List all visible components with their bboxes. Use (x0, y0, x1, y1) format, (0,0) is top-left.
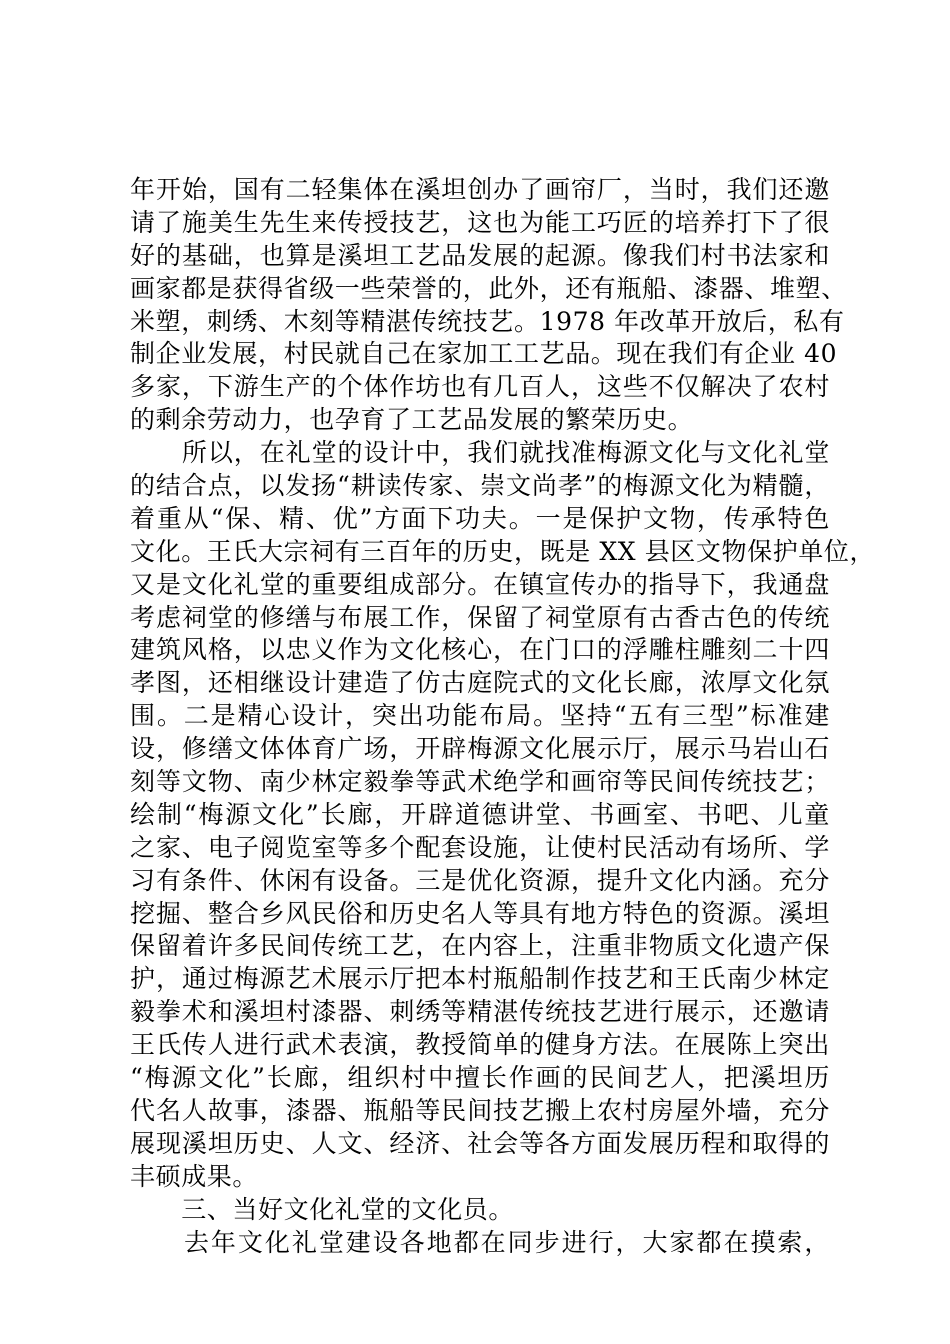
text-line: 米塑，刺绣、木刻等精湛传统技艺。1978 年改革开放后，私有 (130, 306, 845, 336)
text-line: 保留着许多民间传统工艺，在内容上，注重非物质文化遗产保 (130, 931, 830, 961)
text-line: 孝图，还相继设计建造了仿古庭院式的文化长廊，浓厚文化氛 (130, 668, 830, 698)
text-line: 围。二是精心设计，突出功能布局。坚持“五有三型”标准建 (130, 701, 830, 731)
text-line: 设，修缮文体体育广场，开辟梅源文化展示厅，展示马岩山石 (130, 734, 830, 764)
text-line: 着重从“保、精、优”方面下功夫。一是保护文物，传承特色 (130, 503, 830, 533)
text-line: 刻等文物、南少林定毅拳等武术绝学和画帘等民间传统技艺； (130, 767, 830, 797)
text-line: 丰硕成果。 (130, 1161, 259, 1191)
text-line: 考虑祠堂的修缮与布展工作，保留了祠堂原有古香古色的传统 (130, 602, 830, 632)
text-line: 习有条件、休闲有设备。三是优化资源，提升文化内涵。充分 (130, 865, 830, 895)
text-line: 的剩余劳动力，也孕育了工艺品发展的繁荣历史。 (130, 405, 694, 435)
text-line: 文化。王氏大宗祠有三百年的历史，既是 XX 县区文物保护单位， (130, 536, 876, 566)
text-line: 护，通过梅源艺术展示厅把本村瓶船制作技艺和王氏南少林定 (130, 964, 830, 994)
body-text (130, 174, 876, 1259)
text-line: 挖掘、整合乡风民俗和历史名人等具有地方特色的资源。溪坦 (130, 898, 830, 928)
text-line: 年开始，国有二轻集体在溪坦创办了画帘厂，当时，我们还邀 (130, 175, 830, 204)
text-line: 去年文化礼堂建设各地都在同步进行，大家都在摸索， (130, 1227, 830, 1257)
text-line: 请了施美生先生来传授技艺，这也为能工巧匠的培养打下了很 (130, 207, 830, 237)
text-line: 画家都是获得省级一些荣誉的，此外，还有瓶船、漆器、堆塑、 (130, 273, 847, 303)
text-line: 代名人故事，漆器、瓶船等民间技艺搬上农村房屋外墙，充分 (130, 1095, 830, 1125)
text-line: 建筑风格，以忠义作为文化核心，在门口的浮雕柱雕刻二十四 (130, 635, 830, 665)
text-line: 多家，下游生产的个体作坊也有几百人，这些不仅解决了农村 (130, 372, 830, 402)
text-line: 的结合点，以发扬“耕读传家、崇文尚孝”的梅源文化为精髓， (130, 471, 830, 501)
text-line: “梅源文化”长廊，组织村中擅长作画的民间艺人，把溪坦历 (130, 1063, 830, 1093)
text-line: 好的基础，也算是溪坦工艺品发展的起源。像我们村书法家和 (130, 240, 830, 270)
text-line: 所以，在礼堂的设计中，我们就找准梅源文化与文化礼堂 (130, 438, 830, 468)
text-line: 制企业发展，村民就自己在家加工工艺品。现在我们有企业 40 (130, 339, 838, 369)
text-line: 又是文化礼堂的重要组成部分。在镇宣传办的指导下，我通盘 (130, 569, 830, 599)
text-line: 之家、电子阅览室等多个配套设施，让使村民活动有场所、学 (130, 832, 830, 862)
text-line: 王氏传人进行武术表演，教授简单的健身方法。在展陈上突出 (130, 1030, 830, 1060)
section-heading: 三、当好文化礼堂的文化员。 (130, 1194, 515, 1224)
text-line: 毅拳术和溪坦村漆器、刺绣等精湛传统技艺进行展示，还邀请 (130, 997, 830, 1027)
text-line: 绘制“梅源文化”长廊，开辟道德讲堂、书画室、书吧、儿童 (130, 799, 830, 829)
text-line: 展现溪坦历史、人文、经济、社会等各方面发展历程和取得的 (130, 1128, 830, 1158)
